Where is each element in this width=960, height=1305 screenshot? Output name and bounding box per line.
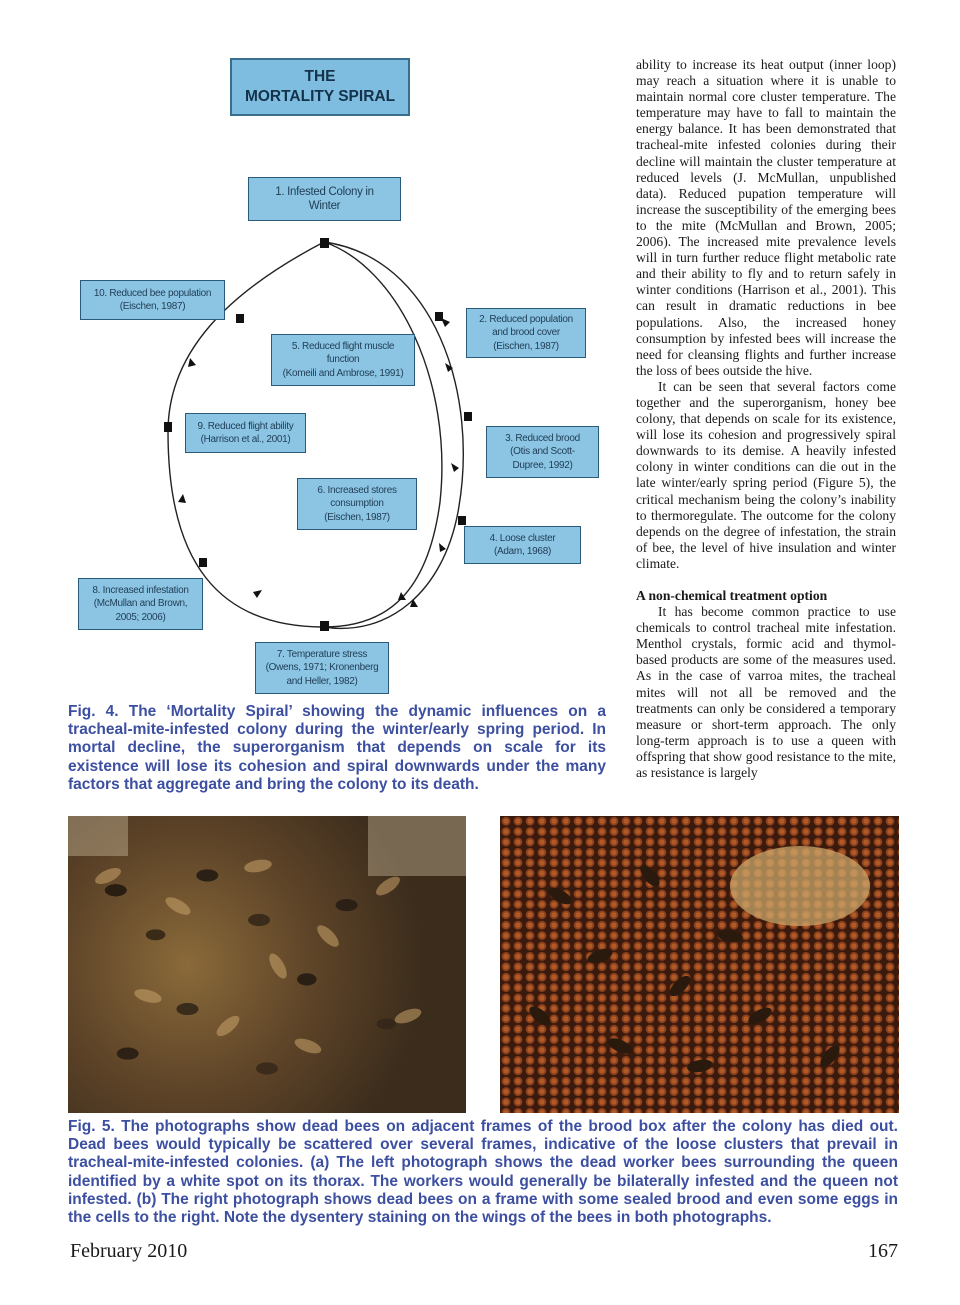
box-2-label2: and brood cover	[492, 327, 560, 339]
box-9-reduced-flight-ability	[185, 413, 306, 453]
photo-left-dead-bees-queen	[68, 816, 466, 1113]
box-6-ref: (Eischen, 1987)	[324, 511, 390, 523]
node-9	[164, 422, 172, 432]
box-2-reduced-population	[466, 308, 586, 358]
arrow-f	[398, 592, 406, 600]
footer-date: February 2010	[70, 1240, 188, 1262]
node-4	[458, 516, 466, 525]
box-7-temperature-stress	[255, 642, 389, 694]
box-5-label: 5. Reduced flight muscle	[291, 340, 395, 352]
box-4-label: 4. Loose cluster	[489, 532, 556, 544]
box-5-label2: function	[326, 354, 360, 366]
arrow-a	[441, 318, 450, 327]
box-7-label2: (Owens, 1971; Kronenberg	[265, 662, 379, 674]
node-3	[464, 412, 472, 421]
box-3-label2: (Otis and Scott-	[510, 446, 575, 458]
arrow-c	[451, 463, 459, 472]
diagram-title-line1: THE	[304, 68, 336, 85]
box-2-label: 2. Reduced population	[479, 313, 573, 325]
box-4-ref: (Adam, 1968)	[494, 546, 551, 557]
box-6-label2: consumption	[330, 498, 384, 510]
box-1-infested-colony	[248, 177, 401, 221]
diagram-title-line2: MORTALITY SPIRAL	[244, 88, 396, 105]
arrow-h	[178, 494, 186, 503]
box-1-label: 1. Infested Colony in	[275, 186, 374, 198]
box-7-ref: and Heller, 1982)	[286, 675, 358, 687]
box-10-label: 10. Reduced bee population	[93, 287, 212, 299]
box-3-label: 3. Reduced brood	[505, 432, 580, 444]
page-number: 167	[868, 1240, 898, 1262]
paragraph-3: It has become common practice to use chemicals to control tracheal mite infestation. Menthol crystals, formic acid and thymol-based products are some of the measures used. As in the case of varroa mites, the tracheal mites will not all be removed and the treatments can only be considered a temporary measure or short-term approach. The only long-term approach is to use a queen with offspring that show good resistance to the mite, as resistance is largely	[636, 604, 896, 781]
fig4-caption: Fig. 4. The ‘Mortality Spiral’ showing the dynamic influences on a tracheal-mite-infested colony during the winter/early spring period. In mortal decline, the superorganism that depends on scale for its existence will lose its cohesion and spiral downwards under the many factors that aggregate and bring the colony to its death.	[68, 703, 606, 793]
photo-right-dead-bees-brood	[500, 816, 899, 1113]
box-3-ref: Dupree, 1992)	[512, 459, 573, 471]
section-heading: A non-chemical treatment option	[636, 588, 828, 603]
box-6-label: 6. Increased stores	[317, 484, 397, 496]
box-7-label: 7. Temperature stress	[276, 648, 368, 660]
box-5-ref: (Komeili and Ambrose, 1991)	[282, 367, 404, 379]
box-2-ref: (Eischen, 1987)	[493, 340, 559, 352]
box-4-loose-cluster	[464, 526, 581, 564]
arrow-i	[188, 358, 196, 367]
node-1	[320, 238, 329, 248]
box-10-reduced-bee-population	[80, 280, 225, 320]
arrow-e	[410, 599, 418, 607]
box-6-increased-stores	[297, 478, 417, 530]
body-column	[636, 57, 896, 781]
node-10	[236, 314, 244, 323]
box-9-ref: (Harrison et al., 2001)	[200, 434, 291, 445]
arrow-d	[439, 543, 446, 552]
node-7	[320, 621, 329, 631]
box-3-reduced-brood	[486, 426, 599, 478]
box-10-ref: (Eischen, 1987)	[119, 301, 186, 312]
inner-loop	[324, 242, 442, 627]
fig5-caption: Fig. 5. The photographs show dead bees on adjacent frames of the brood box after the colony has died out. Dead bees would typically be scattered over several frames, indicative of the loose clusters that prevail in tracheal-mite-infested colonies. (a) The left photograph shows the dead worker bees surrounding the queen identified by a white spot on its thorax. The workers would generally be bilaterally infested and the queen not infested. (b) The right photograph shows dead bees on a frame with some sealed brood and even some eggs in the cells to the right. Note the dysentery staining on the wings of the bees in both photographs.	[68, 1118, 898, 1227]
box-9-label: 9. Reduced flight ability	[197, 420, 294, 432]
box-8-label2: (McMullan and Brown,	[93, 598, 188, 610]
box-8-ref: 2005; 2006)	[115, 611, 166, 623]
box-1-label2: Winter	[308, 200, 341, 212]
paragraph-2: It can be seen that several factors come together and the superorganism, honey bee colony, that depends on scale for its existence, will lose its cohesion and progressively spiral downwards to its demise. A heavily infested colony in winter conditions can die out in the late winter/early spring period (Figure 5), the critical mechanism being the colony’s inability to thermoregulate. The outcome for the colony depends on the degree of infestation, the strain of bee, the level of hive insulation and winter climate.	[636, 378, 896, 571]
paragraph-1: ability to increase its heat output (inner loop) may reach a situation where it is unable to maintain normal core cluster temperature. The temperature may have to fall to maintain the energy balance. It has been demonstrated that tracheal-mite infested colonies during their decline will maintain the cluster temperature at reduced levels (J. McMullan, unpublished data). Reduced pupation temperature will increase the susceptibility of the emerging bees to the mite (McMullan and Brown, 2005; 2006). The increased mite prevalence levels will in turn further reduce flight metabolic rate and their ability to fly and to return safely in winter conditions (Harrison et al., 2001). This can result in dramatic reductions in bee populations. Also, the increased honey consumption by infested bees will increase the need for cleansing flights and further increase the loss of bees outside the hive.	[636, 57, 896, 378]
mortality-spiral-diagram	[68, 52, 613, 702]
box-8-label: 8. Increased infestation	[92, 584, 189, 596]
node-8	[199, 558, 207, 567]
box-8-increased-infestation	[78, 578, 203, 630]
box-5-reduced-flight-muscle	[271, 334, 415, 386]
arrow-g	[253, 590, 262, 598]
